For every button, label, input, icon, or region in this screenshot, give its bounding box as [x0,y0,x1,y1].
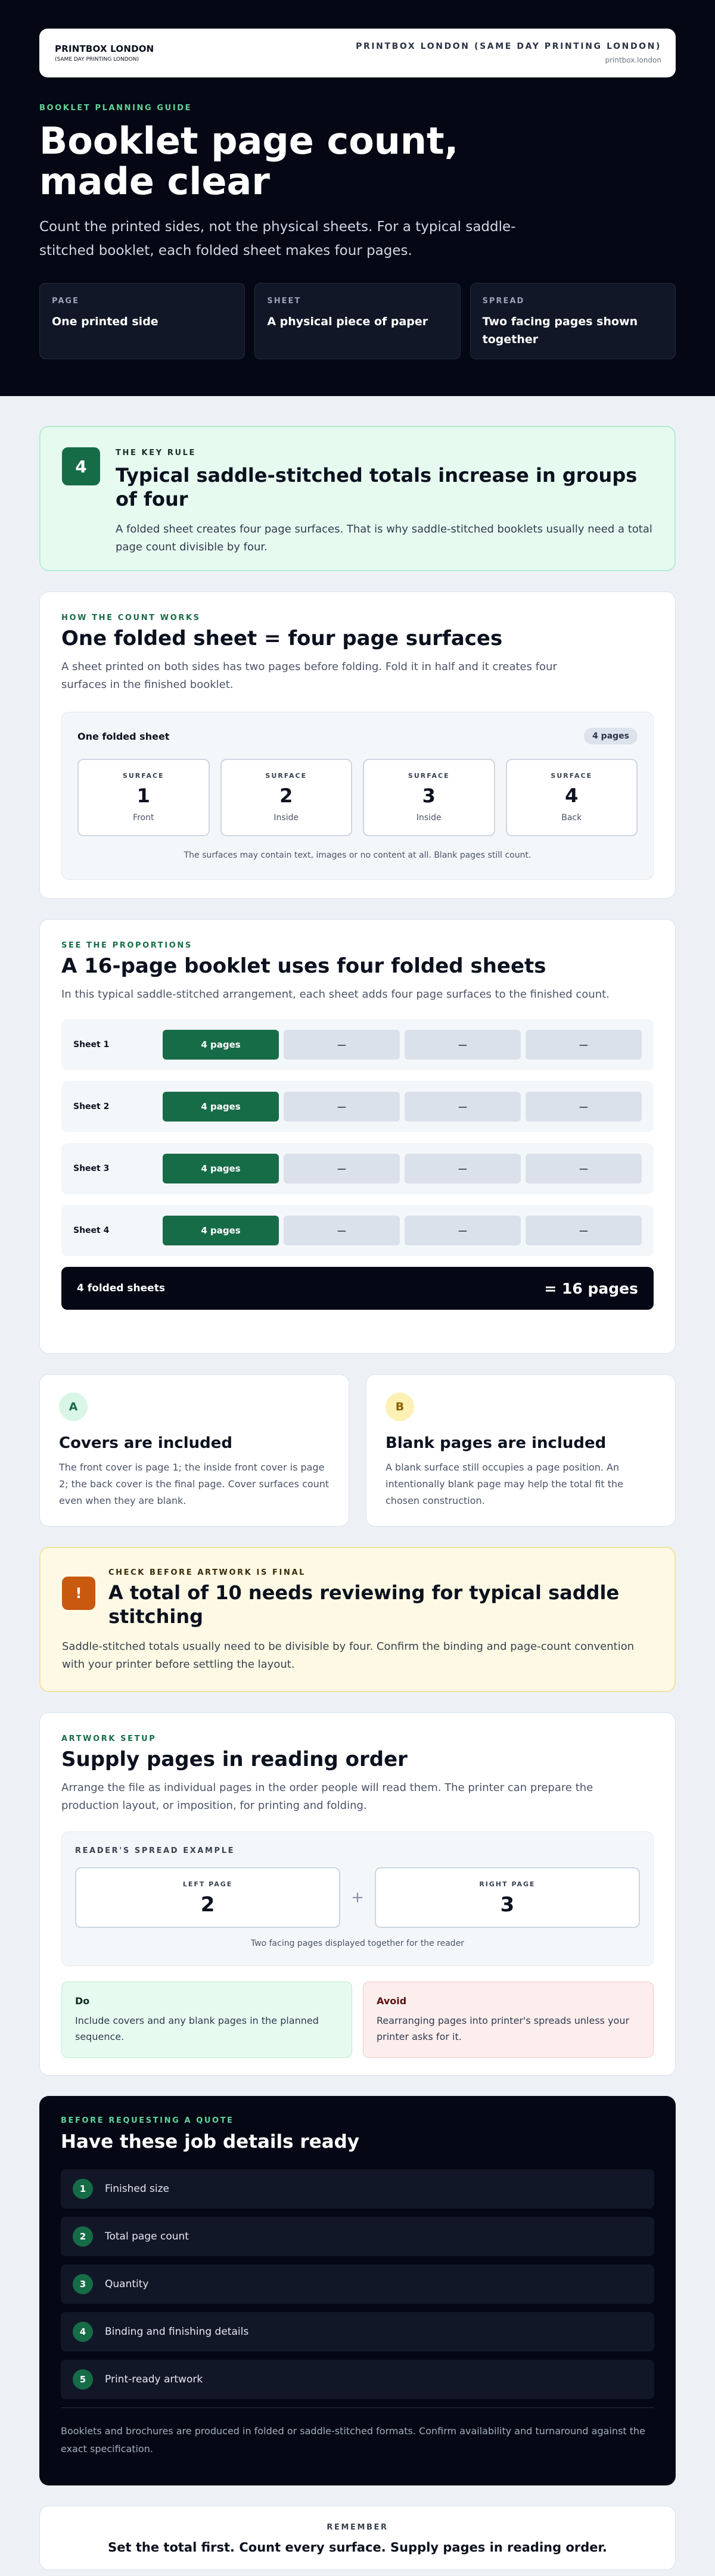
panel-note: The surfaces may contain text, images or no content at all. Blank pages still count. [184,851,531,860]
surface-caption: Inside [273,813,299,823]
checklist-number: 2 [73,2226,93,2247]
spread-label: READER'S SPREAD EXAMPLE [75,1846,235,1855]
checklist-item [61,2217,654,2256]
term-text: Two facing pages shown together [482,315,638,346]
key-rule-text: A folded sheet creates four page surfaces. That is why saddle-stitched booklets usually need a total page count divisible by four. [116,523,652,553]
blank-pages-card [366,1374,676,1527]
quote-footnote: Booklets and brochures are produced in folded or saddle-stitched formats. Confirm availability and turnaround against the exact specification. [61,2425,645,2454]
artwork-setup-card [39,1712,676,2076]
page-cell-empty: — [405,1154,521,1183]
check-text: Saddle-stitched totals usually need to be divisible by four. Confirm the binding and page-count convention with your printer before settling the layout. [62,1640,635,1671]
page-cell-empty: — [284,1216,400,1245]
notes-row [39,1374,676,1527]
page-title: Booklet page count, made clear [39,119,459,203]
section-eyebrow: SEE THE PROPORTIONS [61,941,192,950]
page-cell-empty: — [526,1216,642,1245]
section-eyebrow: ARTWORK SETUP [61,1734,157,1743]
page-cell-empty: — [526,1154,642,1183]
section-title: A 16-page booklet uses four folded sheets [61,954,546,978]
main-content [0,396,715,2570]
brand-info [356,42,661,64]
card-text: The front cover is page 1; the inside front cover is page 2; the back cover is the final page. Cover surfaces count even when they are blank. [59,1462,329,1506]
quote-checklist-card [39,2096,676,2485]
checklist-text: Total page count [105,2231,189,2242]
term-text: A physical piece of paper [267,315,428,328]
checklist-text: Binding and finishing details [105,2326,249,2338]
page-cell-empty: — [526,1030,642,1060]
quote-eyebrow: BEFORE REQUESTING A QUOTE [61,2116,234,2125]
do-card [61,1982,352,2058]
sheet-row [61,1081,654,1132]
surface-label: SURFACE [122,772,164,780]
proportions-card [39,919,676,1354]
pages-pill-badge: 4 pages [584,728,638,745]
hero-lede: Count the printed sides, not the physical sheets. For a typical saddle-stitched booklet, each folded sheet makes four pages. [39,219,516,258]
total-bar [61,1267,654,1310]
term-text: One printed side [52,315,158,328]
surface-number: 4 [565,784,579,807]
surface-card [220,759,353,836]
surface-number: 1 [136,784,150,807]
surface-caption: Back [561,813,582,823]
logo-main: PRINTBOX LONDON [55,43,154,54]
sheet-row [61,1143,654,1194]
sheet-rows [61,1019,654,1256]
left-page-card [75,1867,340,1928]
brand-name: PRINTBOX LONDON (SAME DAY PRINTING LONDON) [356,42,661,51]
checklist-item [61,2360,654,2399]
right-page-card [375,1867,640,1928]
avoid-card [363,1982,654,2058]
surface-caption: Front [133,813,154,823]
page-cell-filled: 4 pages [163,1092,279,1122]
checklist-item [61,2169,654,2209]
spread-note: Two facing pages displayed together for the reader [250,1939,465,1948]
term-card-page [39,283,245,359]
section-title: One folded sheet = four page surfaces [61,627,503,650]
check-warning-card [39,1547,676,1692]
page-cell-empty: — [526,1092,642,1122]
section-text: Arrange the file as individual pages in the order people will read them. The printer can prepare the production layout, or imposition, for printing and folding. [61,1781,593,1812]
right-page-label: RIGHT PAGE [479,1880,536,1888]
sheet-row-label: Sheet 1 [73,1040,110,1049]
key-rule-card [39,426,676,571]
page-cell-empty: — [284,1154,400,1183]
card-text: A blank surface still occupies a page position. An intentionally blank page may help the total fit the chosen construction. [386,1462,624,1506]
hero [0,0,715,396]
section-title: Supply pages in reading order [61,1748,408,1771]
term-label: SHEET [267,297,301,306]
warning-icon: ! [62,1577,95,1610]
card-title: Blank pages are included [386,1434,607,1452]
term-row [39,283,676,359]
page-cell-filled: 4 pages [163,1216,279,1245]
left-page-number: 2 [200,1893,215,1917]
panel-title: One folded sheet [77,730,170,742]
divider [61,2407,654,2408]
page-cell-empty: — [405,1092,521,1122]
plus-icon: + [351,1889,364,1907]
logo-sub: (SAME DAY PRINTING LONDON) [55,57,139,63]
total-sheets: 4 folded sheets [77,1282,165,1294]
key-rule-number-badge: 4 [62,447,100,485]
section-text: In this typical saddle-stitched arrangement, each sheet adds four page surfaces to the finished count. [61,988,610,1001]
key-rule-title: Typical saddle-stitched totals increase in groups of four [116,464,638,510]
avoid-title: Avoid [377,1995,407,2007]
remember-text: Set the total first. Count every surface. Supply pages in reading order. [108,2540,607,2555]
checklist-item [61,2264,654,2304]
page-cell-filled: 4 pages [163,1030,279,1060]
card-title: Covers are included [59,1434,233,1452]
page-cell-filled: 4 pages [163,1154,279,1183]
surface-label: SURFACE [551,772,593,780]
sheet-row-label: Sheet 4 [73,1226,110,1235]
checklist [61,2169,654,2399]
logo[interactable] [55,43,154,63]
surface-label: SURFACE [408,772,450,780]
checklist-number: 1 [73,2179,93,2199]
spread-example-panel [61,1831,654,1966]
sheet-row-label: Sheet 3 [73,1164,110,1173]
surface-caption: Inside [416,813,442,823]
folded-sheet-panel [61,712,654,880]
covers-card [39,1374,349,1527]
sheet-row [61,1019,654,1070]
term-card-spread [470,283,676,359]
do-title: Do [75,1995,90,2007]
surface-number: 2 [279,784,293,807]
checklist-text: Finished size [105,2183,170,2195]
do-avoid-row [61,1982,654,2058]
checklist-text: Print-ready artwork [105,2373,203,2385]
quote-title: Have these job details ready [61,2131,360,2153]
remember-label: REMEMBER [327,2523,388,2532]
checklist-item [61,2312,654,2351]
surface-label: SURFACE [265,772,307,780]
checklist-number: 4 [73,2322,93,2342]
surface-number: 3 [422,784,436,807]
do-text: Include covers and any blank pages in the planned sequence. [75,2015,319,2042]
checklist-text: Quantity [105,2278,149,2290]
badge-b: B [386,1393,414,1421]
page-cell-empty: — [405,1030,521,1060]
checklist-number: 5 [73,2369,93,2390]
term-card-sheet [254,283,460,359]
surface-card [363,759,495,836]
left-page-label: LEFT PAGE [182,1880,233,1888]
term-label: SPREAD [482,297,525,306]
avoid-text: Rearranging pages into printer's spreads unless your printer asks for it. [377,2015,630,2042]
section-text: A sheet printed on both sides has two pages before folding. Fold it in half and it creates four surfaces in the finished booklet. [61,661,557,691]
brand-url-link[interactable]: printbox.london [605,56,661,64]
surface-card [506,759,638,836]
check-title: A total of 10 needs reviewing for typical saddle stitching [108,1581,620,1628]
total-pages: = 16 pages [544,1279,638,1297]
surface-card [77,759,210,836]
page-cell-empty: — [284,1092,400,1122]
sheet-row [61,1205,654,1256]
page-cell-empty: — [405,1216,521,1245]
remember-card [39,2506,676,2570]
page-cell-empty: — [284,1030,400,1060]
badge-a: A [59,1393,88,1421]
brand-bar [39,29,676,77]
check-eyebrow: CHECK BEFORE ARTWORK IS FINAL [108,1568,306,1577]
how-count-works-card [39,591,676,899]
sheet-row-label: Sheet 2 [73,1102,110,1111]
key-rule-eyebrow: THE KEY RULE [116,448,196,457]
term-label: PAGE [52,297,79,306]
hero-eyebrow: BOOKLET PLANNING GUIDE [39,104,192,113]
checklist-number: 3 [73,2274,93,2294]
section-eyebrow: HOW THE COUNT WORKS [61,613,201,622]
right-page-number: 3 [500,1893,515,1917]
surfaces-row [77,759,638,836]
